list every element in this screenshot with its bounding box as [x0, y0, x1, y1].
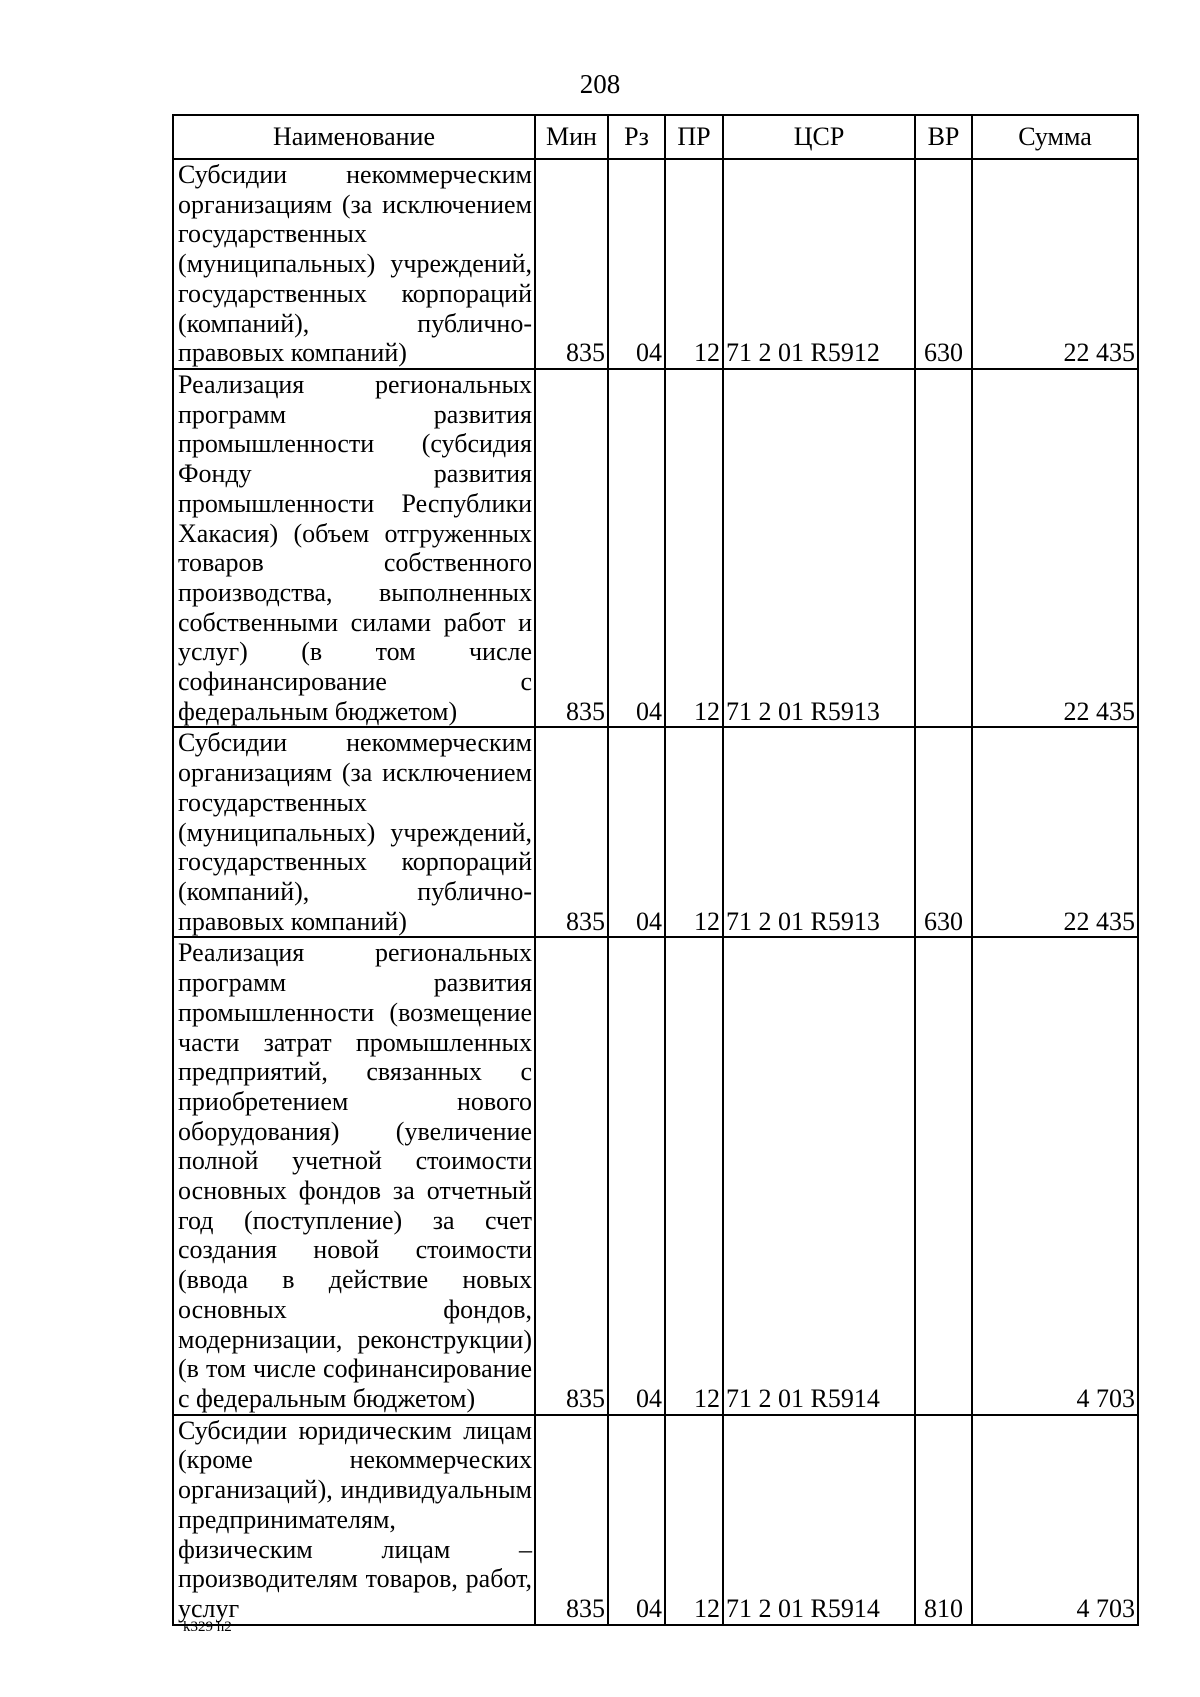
- row-name: Субсидии некоммерческим организациям (за исключением государственных (муниципальных) учреждений, государственных корпораций (компаний), публично-правовых компаний): [173, 727, 535, 937]
- row-min: 835: [535, 937, 608, 1414]
- row-min: 835: [535, 369, 608, 727]
- row-pr: 12: [665, 727, 723, 937]
- table-row: [173, 159, 1138, 369]
- row-sum: 22 435: [972, 727, 1138, 937]
- row-name: Реализация региональных программ развития промышленности (возмещение части затрат промышленных предприятий, связанных с приобретением нового оборудования) (увеличение полной учетной стоимости основных фондов за отчетный год (поступление) за счет создания новой стоимости (ввода в действие новых основных фондов, модернизации, реконструкции) (в том числе софинансирование с федеральным бюджетом): [173, 937, 535, 1414]
- row-min: 835: [535, 159, 608, 369]
- footer-document-code: k329 h2: [183, 1619, 232, 1635]
- table-row: [173, 1415, 1138, 1625]
- row-name: Субсидии юридическим лицам (кроме некоммерческих организаций), индивидуальным предпринимателям, физическим лицам – производителям товаров, работ, услуг: [173, 1415, 535, 1625]
- row-rz: 04: [608, 727, 665, 937]
- row-vr: 810: [915, 1415, 972, 1625]
- row-csr: 71 2 01 R5913: [723, 727, 915, 937]
- row-sum: 22 435: [972, 369, 1138, 727]
- row-sum: 22 435: [972, 159, 1138, 369]
- header-rz: Рз: [608, 115, 665, 159]
- row-name: Реализация региональных программ развития промышленности (субсидия Фонду развития промышленности Республики Хакасия) (объем отгруженных товаров собственного производства, выполненных собственными силами работ и услуг) (в том числе софинансирование с федеральным бюджетом): [173, 369, 535, 727]
- header-sum: Сумма: [972, 115, 1138, 159]
- row-vr: [915, 369, 972, 727]
- header-pr: ПР: [665, 115, 723, 159]
- row-rz: 04: [608, 937, 665, 1414]
- row-vr: 630: [915, 159, 972, 369]
- row-csr: 71 2 01 R5912: [723, 159, 915, 369]
- row-rz: 04: [608, 159, 665, 369]
- row-pr: 12: [665, 159, 723, 369]
- header-min: Мин: [535, 115, 608, 159]
- row-csr: 71 2 01 R5914: [723, 1415, 915, 1625]
- row-pr: 12: [665, 937, 723, 1414]
- table-header-row: [173, 115, 1138, 159]
- row-vr: [915, 937, 972, 1414]
- row-vr: 630: [915, 727, 972, 937]
- row-csr: 71 2 01 R5914: [723, 937, 915, 1414]
- table-row: [173, 369, 1138, 727]
- budget-table: [172, 114, 1139, 1626]
- row-rz: 04: [608, 1415, 665, 1625]
- row-sum: 4 703: [972, 1415, 1138, 1625]
- header-vr: ВР: [915, 115, 972, 159]
- table-row: [173, 937, 1138, 1414]
- row-pr: 12: [665, 1415, 723, 1625]
- row-min: 835: [535, 727, 608, 937]
- page-number: 208: [579, 69, 621, 99]
- row-rz: 04: [608, 369, 665, 727]
- table-row: [173, 727, 1138, 937]
- row-sum: 4 703: [972, 937, 1138, 1414]
- row-pr: 12: [665, 369, 723, 727]
- row-min: 835: [535, 1415, 608, 1625]
- header-name: Наименование: [173, 115, 535, 159]
- header-csr: ЦСР: [723, 115, 915, 159]
- row-name: Субсидии некоммерческим организациям (за исключением государственных (муниципальных) учреждений, государственных корпораций (компаний), публично-правовых компаний): [173, 159, 535, 369]
- row-csr: 71 2 01 R5913: [723, 369, 915, 727]
